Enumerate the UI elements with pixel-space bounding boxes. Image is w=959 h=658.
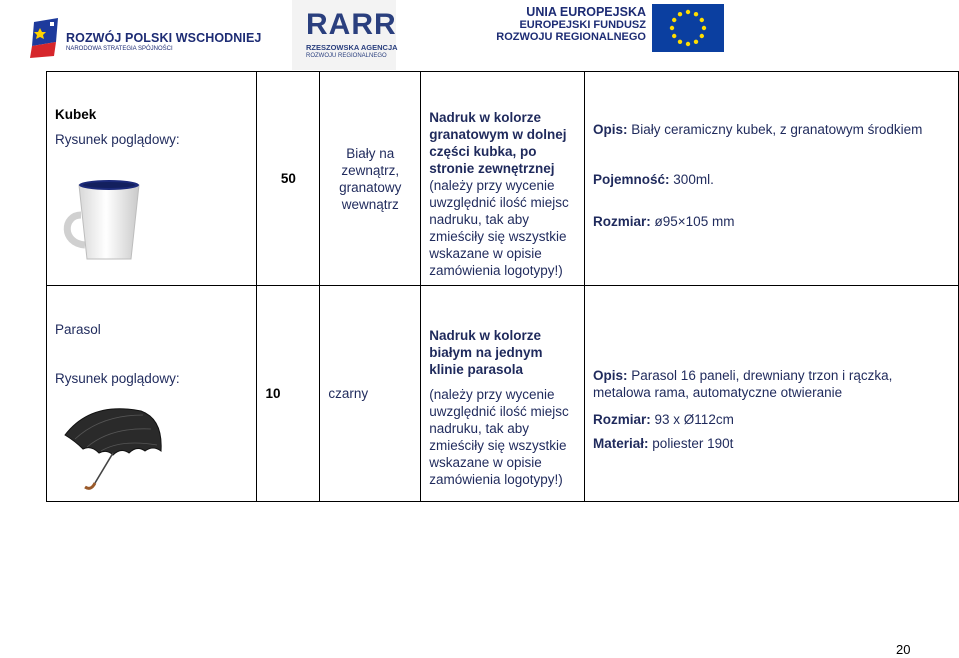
product-cell [47, 286, 257, 502]
print-normal: (należy przy wycenie uwzględnić ilość miejsc nadruku, tak aby zmieściły się wszystkie wskazane w opisie zamówienia logotypy!) [429, 177, 569, 278]
desc-value: poliester 190t [648, 435, 734, 451]
eu-line1: UNIA EUROPEJSKA [526, 5, 646, 19]
desc-value: Biały ceramiczny kubek, z granatowym środkiem [627, 121, 923, 137]
desc-value: 93 x Ø112cm [650, 411, 734, 427]
table-row [47, 286, 959, 502]
desc-line-2 [593, 171, 714, 188]
desc-label: Rozmiar: [593, 411, 651, 427]
product-name: Parasol [55, 321, 101, 337]
print-text [429, 299, 578, 488]
color-line: granatowy [339, 179, 402, 195]
eu-line2: EUROPEJSKI FUNDUSZ [519, 18, 646, 31]
quantity-cell: 50 [257, 72, 320, 286]
eu-text [496, 6, 646, 44]
product-cell [47, 72, 257, 286]
rarr-line1: RZESZOWSKA AGENCJA [306, 43, 398, 52]
color-cell: czarny [320, 286, 421, 502]
desc-label: Rozmiar: [593, 213, 651, 229]
image-label: Rysunek poglądowy: [55, 370, 180, 386]
page-number: 20 [896, 642, 911, 657]
desc-label: Materiał: [593, 435, 649, 451]
desc-value: Parasol 16 paneli, drewniany trzon i rączka, metalowa rama, automatyczne otwieranie [593, 367, 893, 400]
desc-value: 300ml. [669, 171, 714, 187]
quantity-cell: 10 [257, 286, 320, 502]
desc-label: Pojemność: [593, 171, 670, 187]
print-text [429, 79, 578, 279]
rps-flag-icon [30, 18, 62, 58]
print-bold: Nadruk w kolorze białym na jednym klinie parasola [429, 328, 543, 377]
rps-title: ROZWÓJ POLSKI WSCHODNIEJ [66, 31, 262, 45]
eu-line3: ROZWOJU REGIONALNEGO [496, 31, 646, 43]
color-line: Biały na [346, 145, 395, 161]
items-table [46, 71, 959, 502]
print-cell [421, 72, 585, 286]
umbrella-image-icon [61, 405, 165, 491]
desc-value: ø95×105 mm [650, 213, 735, 229]
logo-unia-europejska [496, 4, 728, 52]
desc-line-1 [593, 367, 950, 401]
color-line: zewnątrz, [341, 162, 400, 178]
logo-rarr [292, 0, 396, 70]
eu-flag-icon [652, 4, 724, 52]
table-row [47, 72, 959, 286]
print-bold-block [429, 327, 578, 378]
color-line: wewnątrz [341, 196, 399, 212]
rarr-line2: ROZWOJU REGIONALNEGO [306, 53, 387, 59]
mug-image-icon [59, 177, 149, 265]
rarr-title: RARR [306, 8, 397, 41]
print-normal: (należy przy wycenie uwzględnić ilość miejsc nadruku, tak aby zmieściły się wszystkie wskazane w opisie zamówienia logotypy!) [429, 387, 569, 487]
desc-label: Opis: [593, 367, 628, 383]
desc-line-3 [593, 213, 734, 230]
product-name: Kubek [55, 106, 97, 122]
desc-line-3 [593, 435, 733, 452]
description-cell [585, 72, 959, 286]
desc-line-1 [593, 121, 922, 138]
image-label: Rysunek poglądowy: [55, 131, 180, 147]
rps-subtitle: NARODOWA STRATEGIA SPÓJNOŚCI [66, 46, 173, 52]
description-cell [585, 286, 959, 502]
print-bold: Nadruk w kolorze granatowym w dolnej części kubka, po stronie zewnętrznej [429, 109, 567, 176]
color-cell [320, 72, 421, 286]
desc-line-2 [593, 411, 734, 428]
desc-label: Opis: [593, 121, 628, 137]
print-cell [421, 286, 585, 502]
logo-rozwoj-polski-wschodniej [30, 16, 262, 60]
